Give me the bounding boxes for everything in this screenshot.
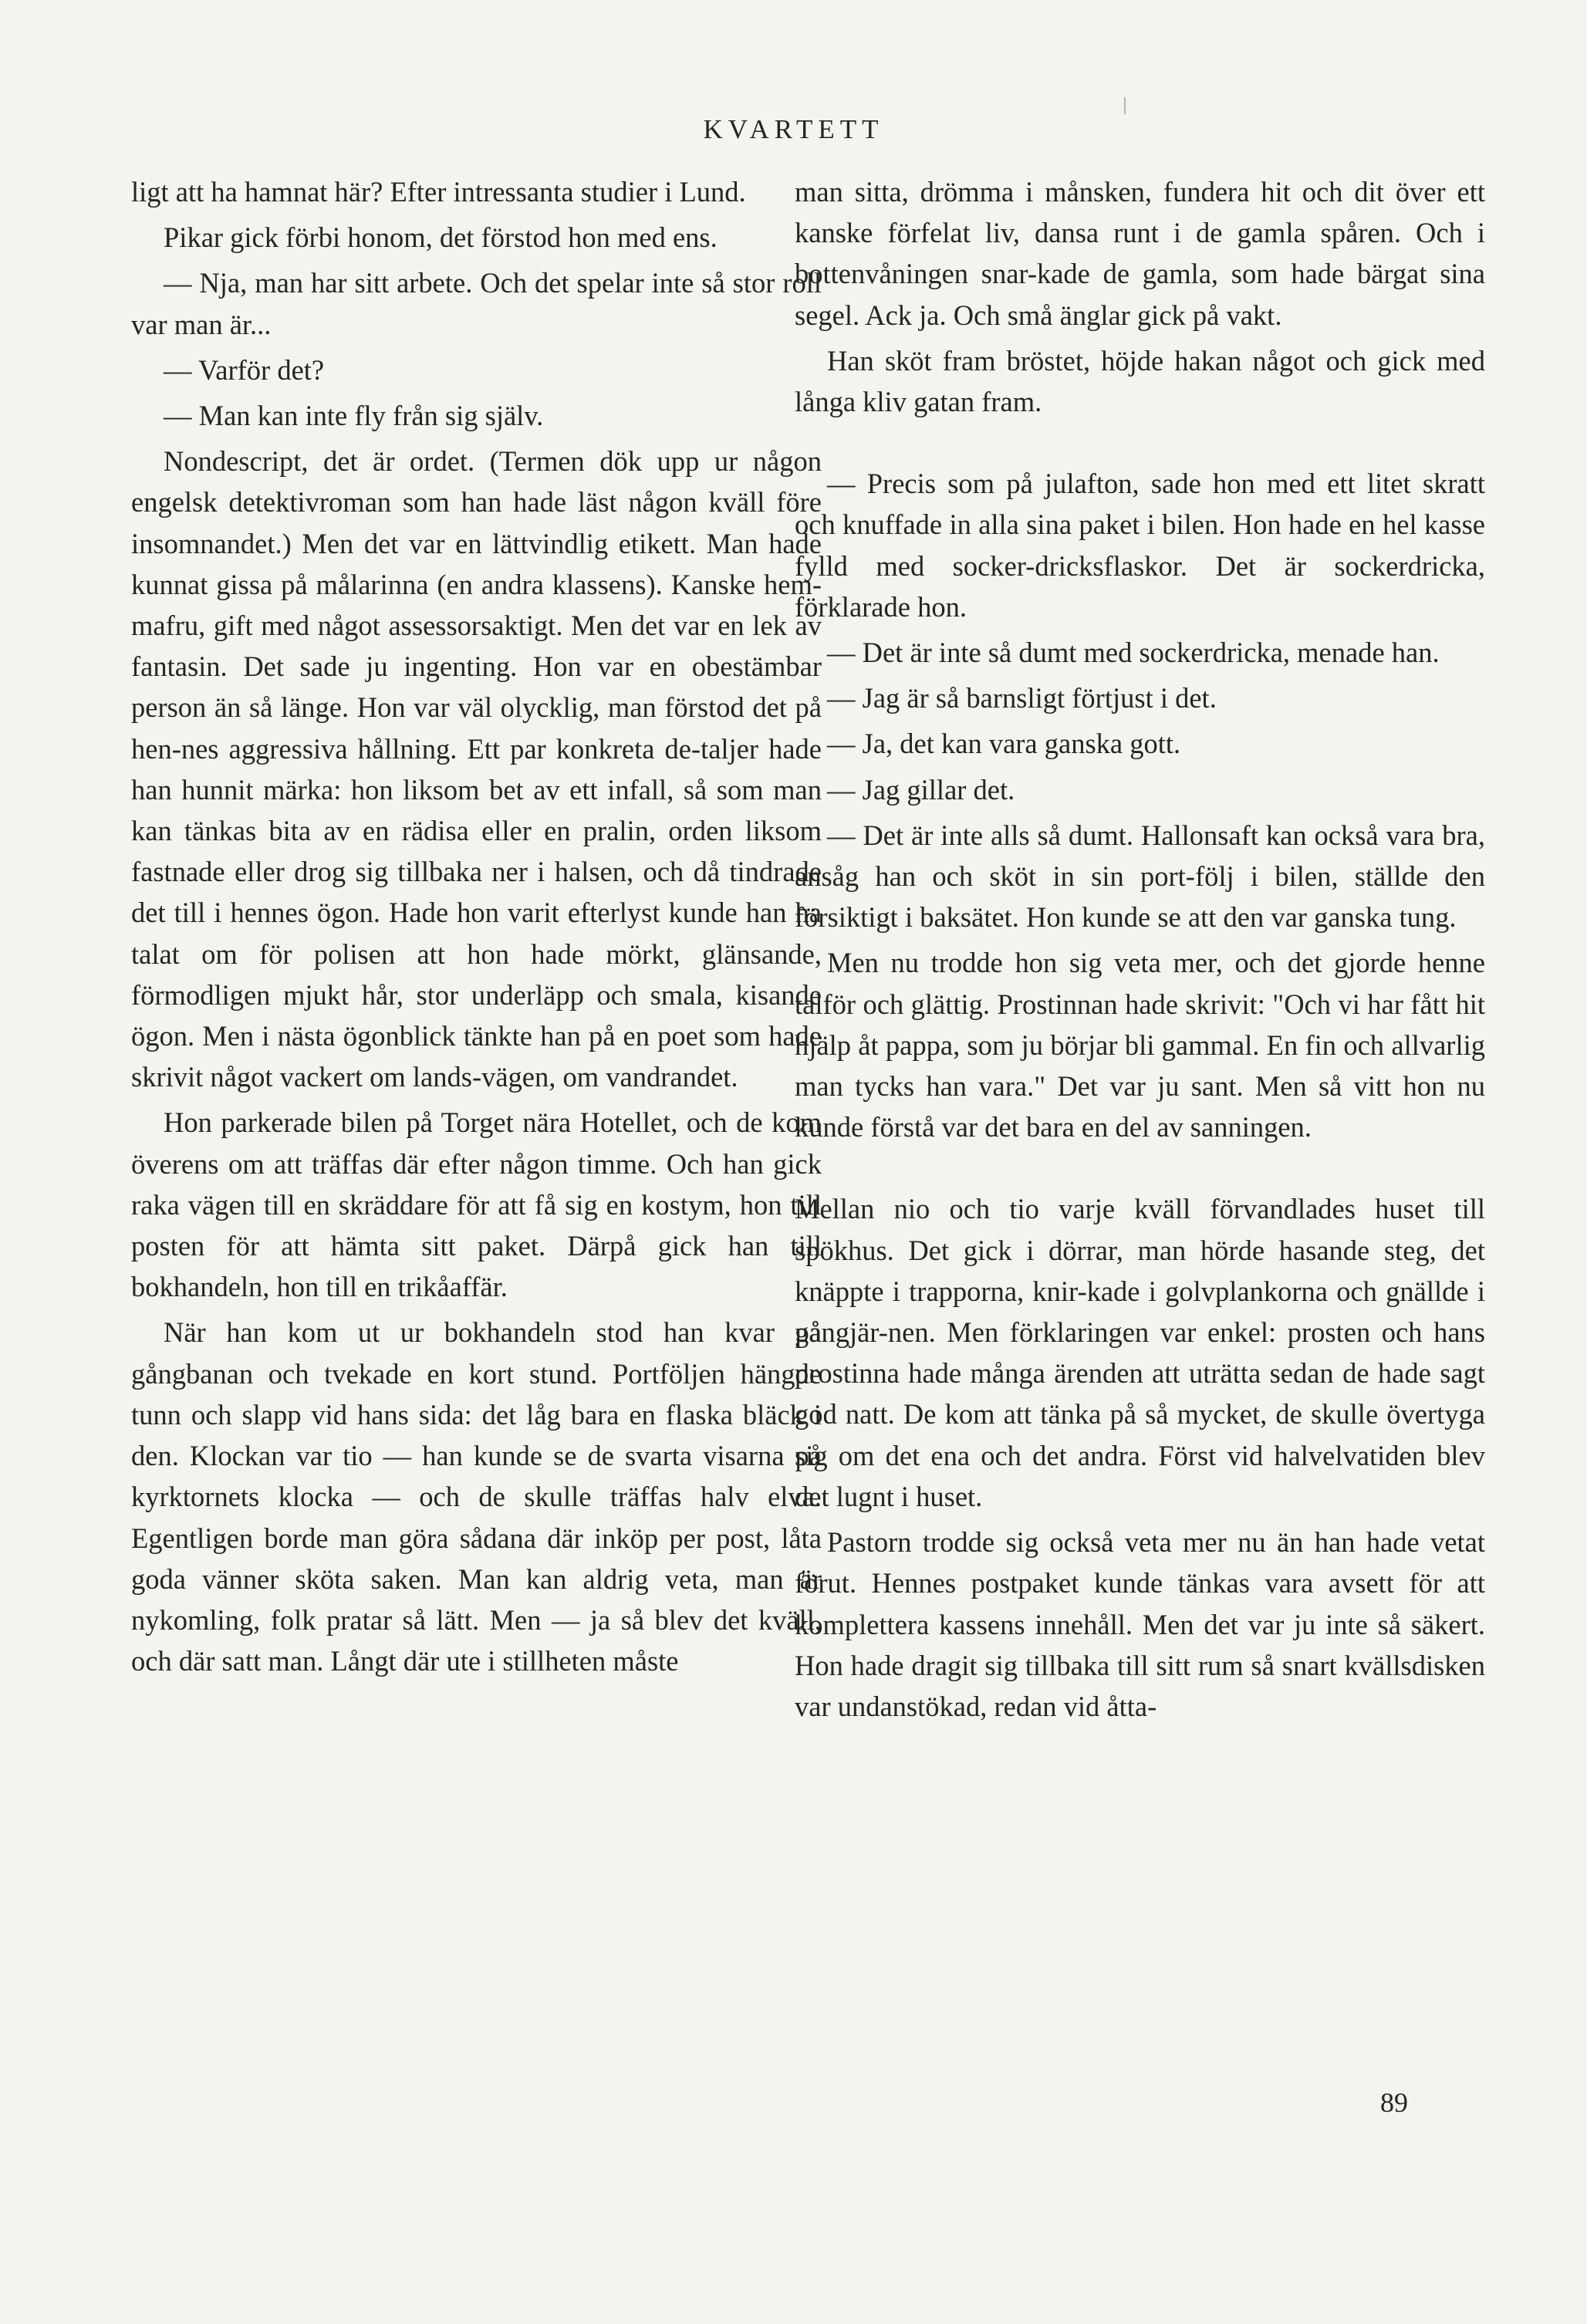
right-column [795, 171, 1485, 1727]
paragraph: — Jag är så barnsligt förtjust i det. [827, 682, 1217, 714]
paragraph: Pastorn trodde sig också veta mer nu än han hade vetat förut. Hennes postpaket kunde tänkas vara avsett för att komplettera kassens innehåll. Men det var ju inte så säkert. Hon hade dragit sig tillbaka till sitt rum så snart kvällsdisken var undanstökad, redan vid åtta- [795, 1526, 1485, 1722]
paragraph: ligt att ha hamnat här? Efter intressanta studier i Lund. [131, 176, 746, 208]
paragraph: — Ja, det kan vara ganska gott. [827, 728, 1181, 760]
paragraph: När han kom ut ur bokhandeln stod han kvar på gångbanan och tvekade en kort stund. Portföljen hängde tunn och slapp vid hans sida: det låg bara en flaska bläck i den. Klockan var tio — han kunde se de svarta visarna på kyrktornets klocka — och de skulle träffas halv elva. Egentligen borde man göra sådana där inköp per post, låta goda vänner sköta saken. Man kan aldrig veta, man är nykomling, folk pratar så lätt. Men — ja så blev det kväll, och där satt man. Långt där ute i stillheten måste [131, 1316, 822, 1677]
paragraph: Hon parkerade bilen på Torget nära Hotellet, och de kom överens om att träffas där efter någon timme. Och han gick raka vägen till en skräddare för att få sig en kostym, hon till posten för att hämta sitt paket. Därpå gick han till bokhandeln, hon till en trikåaffär. [131, 1106, 822, 1303]
paragraph: Mellan nio och tio varje kväll förvandlades huset till spökhus. Det gick i dörrar, man hörde hasande steg, det knäppte i trapporna, knir-kade i golvplankorna och gnällde i gångjär-nen. Men förklaringen var enkel: prosten och hans prostinna hade många ärenden att uträtta sedan de hade sagt god natt. De kom att tänka på så mycket, de skulle övertyga sig om det ena och det andra. Först vid halvelvatiden blev det lugnt i huset. [795, 1193, 1485, 1512]
print-mark [1124, 97, 1126, 114]
paragraph: Nondescript, det är ordet. (Termen dök upp ur någon engelsk detektivroman som han hade läst någon kväll före insomnandet.) Men det var en lättvindlig etikett. Man hade kunnat gissa på målarinna (en andra klassens). Kanske hem-mafru, gift med något assessorsaktigt. Men det var en lek av fantasin. Det sade ju ingenting. Hon var en obestämbar person än så länge. Hon var väl olycklig, man förstod det på hen-nes aggressiva hållning. Ett par konkreta de-taljer hade han hunnit märka: hon liksom bet av ett infall, så som man kan tänkas bita av en rädisa eller en pralin, orden liksom fastnade eller drog sig tillbaka ner i halsen, och då tindrade det till i hennes ögon. Hade hon varit efterlyst kunde han ha talat om för polisen att hon hade mörkt, glänsande, förmodligen mjukt hår, stor underläpp och smala, kisande ögon. Men i nästa ögonblick tänkte han på en poet som hade skrivit något vackert om lands-vägen, om vandrandet. [131, 445, 822, 1093]
paragraph: — Nja, man har sitt arbete. Och det spelar inte så stor roll var man är... [131, 267, 822, 340]
paragraph: — Det är inte alls så dumt. Hallonsaft kan också vara bra, ansåg han och sköt in sin port-följ i bilen, ställde den försiktigt i baksätet. Hon kunde se att den var ganska tung. [795, 819, 1485, 934]
page-number: 89 [1380, 2087, 1408, 2118]
running-header: KVARTETT [703, 114, 884, 144]
paragraph: — Jag gillar det. [827, 773, 1015, 806]
paragraph: Han sköt fram bröstet, höjde hakan något och gick med långa kliv gatan fram. [795, 344, 1485, 418]
paragraph: — Man kan inte fly från sig själv. [164, 400, 544, 432]
paragraph: — Precis som på julafton, sade hon med ett litet skratt och knuffade in alla sina paket i bilen. Hon hade en hel kasse fylld med socker-dricksflaskor. Det är sockerdricka, förklarade hon. [795, 468, 1485, 623]
left-column [131, 171, 822, 1681]
paragraph: Men nu trodde hon sig veta mer, och det gjorde henne talför och glättig. Prostinnan hade skrivit: "Och vi har fått hit hjälp åt pappa, som ju börjar bli gammal. En fin och allvarlig man tycks han vara." Det var ju sant. Men så vitt hon nu kunde förstå var det bara en del av sanningen. [795, 947, 1485, 1143]
paragraph: — Det är inte så dumt med sockerdricka, menade han. [827, 637, 1440, 669]
paragraph: — Varför det? [164, 353, 325, 386]
paragraph: Pikar gick förbi honom, det förstod hon med ens. [164, 221, 718, 254]
paragraph: man sitta, drömma i månsken, fundera hit och dit över ett kanske förfelat liv, dansa runt i de gamla spåren. Och i bottenvåningen snar-kade de gamla, som hade bärgat sina segel. Ack ja. Och små änglar gick på vakt. [795, 176, 1485, 331]
